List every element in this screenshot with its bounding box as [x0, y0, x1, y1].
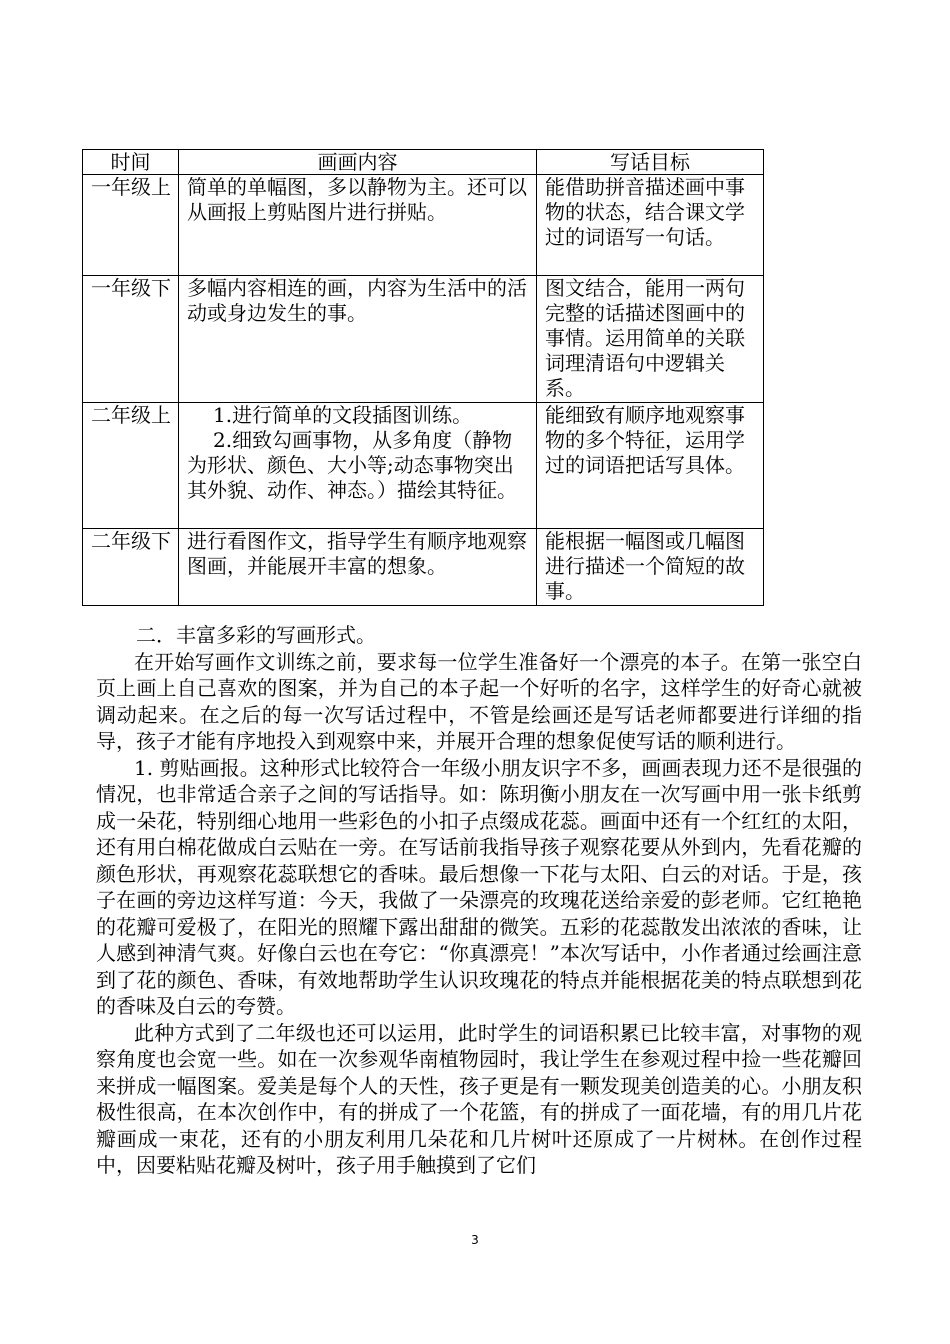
- content-item: 1.进行简单的文段插图训练。: [213, 403, 473, 427]
- section-heading: 二．丰富多彩的写画形式。: [136, 623, 376, 647]
- cell-time: 一年级下: [83, 276, 179, 403]
- header-content: 画画内容: [179, 150, 537, 175]
- body-text: [96, 622, 862, 1179]
- page-number: 3: [471, 1233, 479, 1247]
- writing-plan-table: [82, 149, 764, 606]
- table-row: [83, 276, 764, 403]
- cell-content: 简单的单幅图，多以静物为主。还可以从画报上剪贴图片进行拼贴。: [179, 175, 537, 276]
- table-row: [83, 175, 764, 276]
- paragraph: 此种方式到了二年级也还可以运用，此时学生的词语积累已比较丰富，对事物的观察角度也会宽一些。如在一次参观华南植物园时，我让学生在参观过程中捡一些花瓣回来拼成一幅图案。爱美是每个人的天性，孩子更是有一颗发现美创造美的心。小朋友积极性很高，在本次创作中，有的拼成了一个花篮，有的拼成了一面花墙，有的用几片花瓣画成一束花，还有的小朋友利用几朵花和几片树叶还原成了一片树林。在创作过程中，因要粘贴花瓣及树叶，孩子用手触摸到了它们: [96, 1020, 862, 1177]
- cell-goal: 能细致有顺序地观察事物的多个特征，运用学过的词语把话写具体。: [537, 403, 764, 529]
- cell-content: 多幅内容相连的画，内容为生活中的活动或身边发生的事。: [179, 276, 537, 403]
- cell-time: 二年级下: [83, 529, 179, 606]
- table-header-row: [83, 150, 764, 175]
- cell-goal: 图文结合，能用一两句完整的话描述图画中的事情。运用简单的关联词理清语句中逻辑关系。: [537, 276, 764, 403]
- header-time: 时间: [83, 150, 179, 175]
- content-item: 2.细致勾画事物，从多角度（静物为形状、颜色、大小等;动态事物突出其外貌、动作、神态。）描绘其特征。: [187, 428, 517, 502]
- cell-goal: 能借助拼音描述画中事物的状态，结合课文学过的词语写一句话。: [537, 175, 764, 276]
- cell-goal: 能根据一幅图或几幅图进行描述一个简短的故事。: [537, 529, 764, 606]
- cell-content: 进行看图作文，指导学生有顺序地观察图画，并能展开丰富的想象。: [179, 529, 537, 606]
- paragraph: 在开始写画作文训练之前，要求每一位学生准备好一个漂亮的本子。在第一张空白页上画上自己喜欢的图案，并为自己的本子起一个好听的名字，这样学生的好奇心就被调动起来。在之后的每一次写话过程中，不管是绘画还是写话老师都要进行详细的指导，孩子才能有序地投入到观察中来，并展开合理的想象促使写话的顺利进行。: [96, 649, 862, 753]
- paragraph: 1. 剪贴画报。这种形式比较符合一年级小朋友识字不多，画画表现力还不是很强的情况，也非常适合亲子之间的写话指导。如：陈玥衡小朋友在一次写画中用一张卡纸剪成一朵花，特别细心地用一些彩色的小扣子点缀成花蕊。画面中还有一个红红的太阳，还有用白棉花做成白云贴在一旁。在写话前我指导孩子观察花要从外到内，先看花瓣的颜色形状，再观察花蕊联想它的香味。最后想像一下花与太阳、白云的对话。于是，孩子在画的旁边这样写道：今天，我做了一朵漂亮的玫瑰花送给亲爱的彭老师。它红艳艳的花瓣可爱极了，在阳光的照耀下露出甜甜的微笑。五彩的花蕊散发出浓浓的香味，让人感到神清气爽。好像白云也在夸它：“你真漂亮！”本次写话中，小作者通过绘画注意到了花的颜色、香味，有效地帮助学生认识玫瑰花的特点并能根据花美的特点联想到花的香味及白云的夸赞。: [96, 755, 862, 1018]
- cell-content: [179, 403, 537, 529]
- table-row: [83, 529, 764, 606]
- cell-time: 一年级上: [83, 175, 179, 276]
- table-row: [83, 403, 764, 529]
- header-goal: 写话目标: [537, 150, 764, 175]
- cell-time: 二年级上: [83, 403, 179, 529]
